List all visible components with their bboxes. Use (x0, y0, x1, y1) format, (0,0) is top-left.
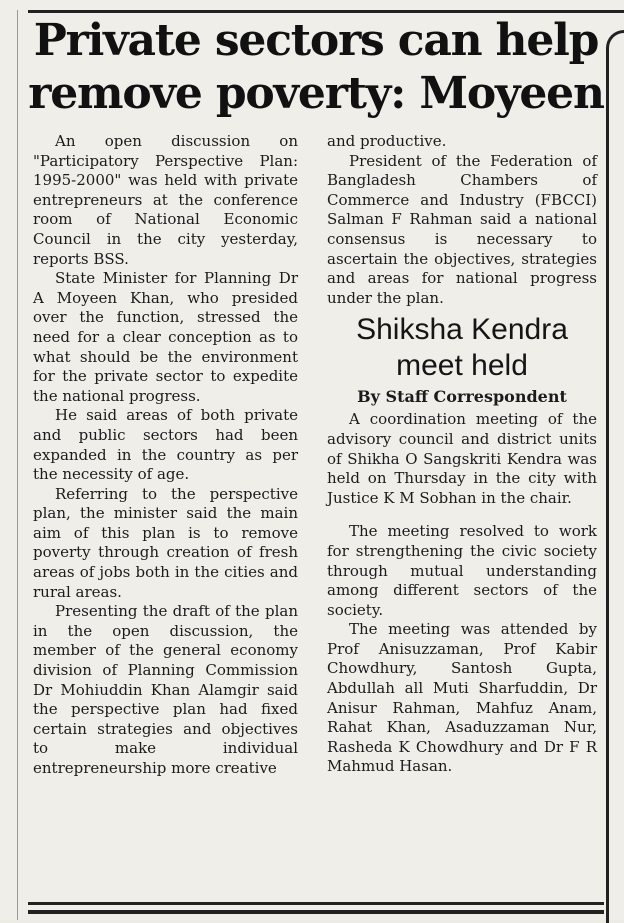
article-column-2 (327, 132, 597, 777)
article-column-1 (33, 132, 298, 779)
bottom-rule (28, 902, 604, 905)
headline-line-2: remove poverty: Moyeen (28, 68, 604, 119)
paragraph: President of the Federation of Bangladesh Chambers of Commerce and Industry (FBCCI) Salman F Rahman said a national consensus is necessary to ascertain the objectives, strategies and areas for national progress under the plan. (327, 151, 597, 307)
paragraph: An open discussion on "Participatory Perspective Plan: 1995-2000" was held with private entrepreneurs at the conference room of National Economic Council in the city yesterday, reports BSS. (33, 132, 298, 268)
paragraph: State Minister for Planning Dr A Moyeen Khan, who presided over the function, stressed the need for a clear conception as to what should be the environment for the private sector to expedite the national progress. (33, 269, 298, 405)
paragraph: Presenting the draft of the plan in the open discussion, the member of the general economy division of Planning Commission Dr Mohiuddin Khan Alamgir said the perspective plan had fixed certain strategies and objectives to make individual entrepreneurship more creative (33, 602, 298, 777)
paragraph: He said areas of both private and public sectors had been expanded in the country as per the necessity of age. (33, 406, 298, 484)
paragraph: The meeting was attended by Prof Anisuzzaman, Prof Kabir Chowdhury, Santosh Gupta, Abdullah all Muti Sharfuddin, Dr Anisur Rahman, Mahfuz Anam, Rahat Khan, Asaduzzaman Nur, Rasheda K Chowdhury and Dr F R Mahmud Hasan. (327, 620, 597, 776)
second-headline-line-2: meet held (396, 349, 528, 383)
headline-line-1: Private sectors can help (33, 15, 599, 66)
byline: By Staff Correspondent (357, 387, 567, 407)
paragraph-gap (327, 508, 597, 522)
second-headline-line-1: Shiksha Kendra (356, 313, 568, 347)
column-divider-left (17, 10, 18, 920)
adjacent-article-border (606, 30, 624, 923)
paragraph: The meeting resolved to work for strengthening the civic society through mutual understanding among different sectors of the society. (327, 522, 597, 619)
paragraph-continuation: and productive. (327, 132, 447, 150)
bottom-rule-heavy (28, 910, 604, 914)
paragraph: A coordination meeting of the advisory council and district units of Shikha O Sangskriti Kendra was held on Thursday in the city with Justice K M Sobhan in the chair. (327, 410, 597, 507)
second-article-headline (327, 312, 597, 384)
paragraph: Referring to the perspective plan, the minister said the main aim of this plan is to remove poverty through creation of fresh areas of jobs both in the cities and rural areas. (33, 484, 298, 601)
top-rule (28, 10, 624, 13)
article-headline (28, 14, 604, 120)
